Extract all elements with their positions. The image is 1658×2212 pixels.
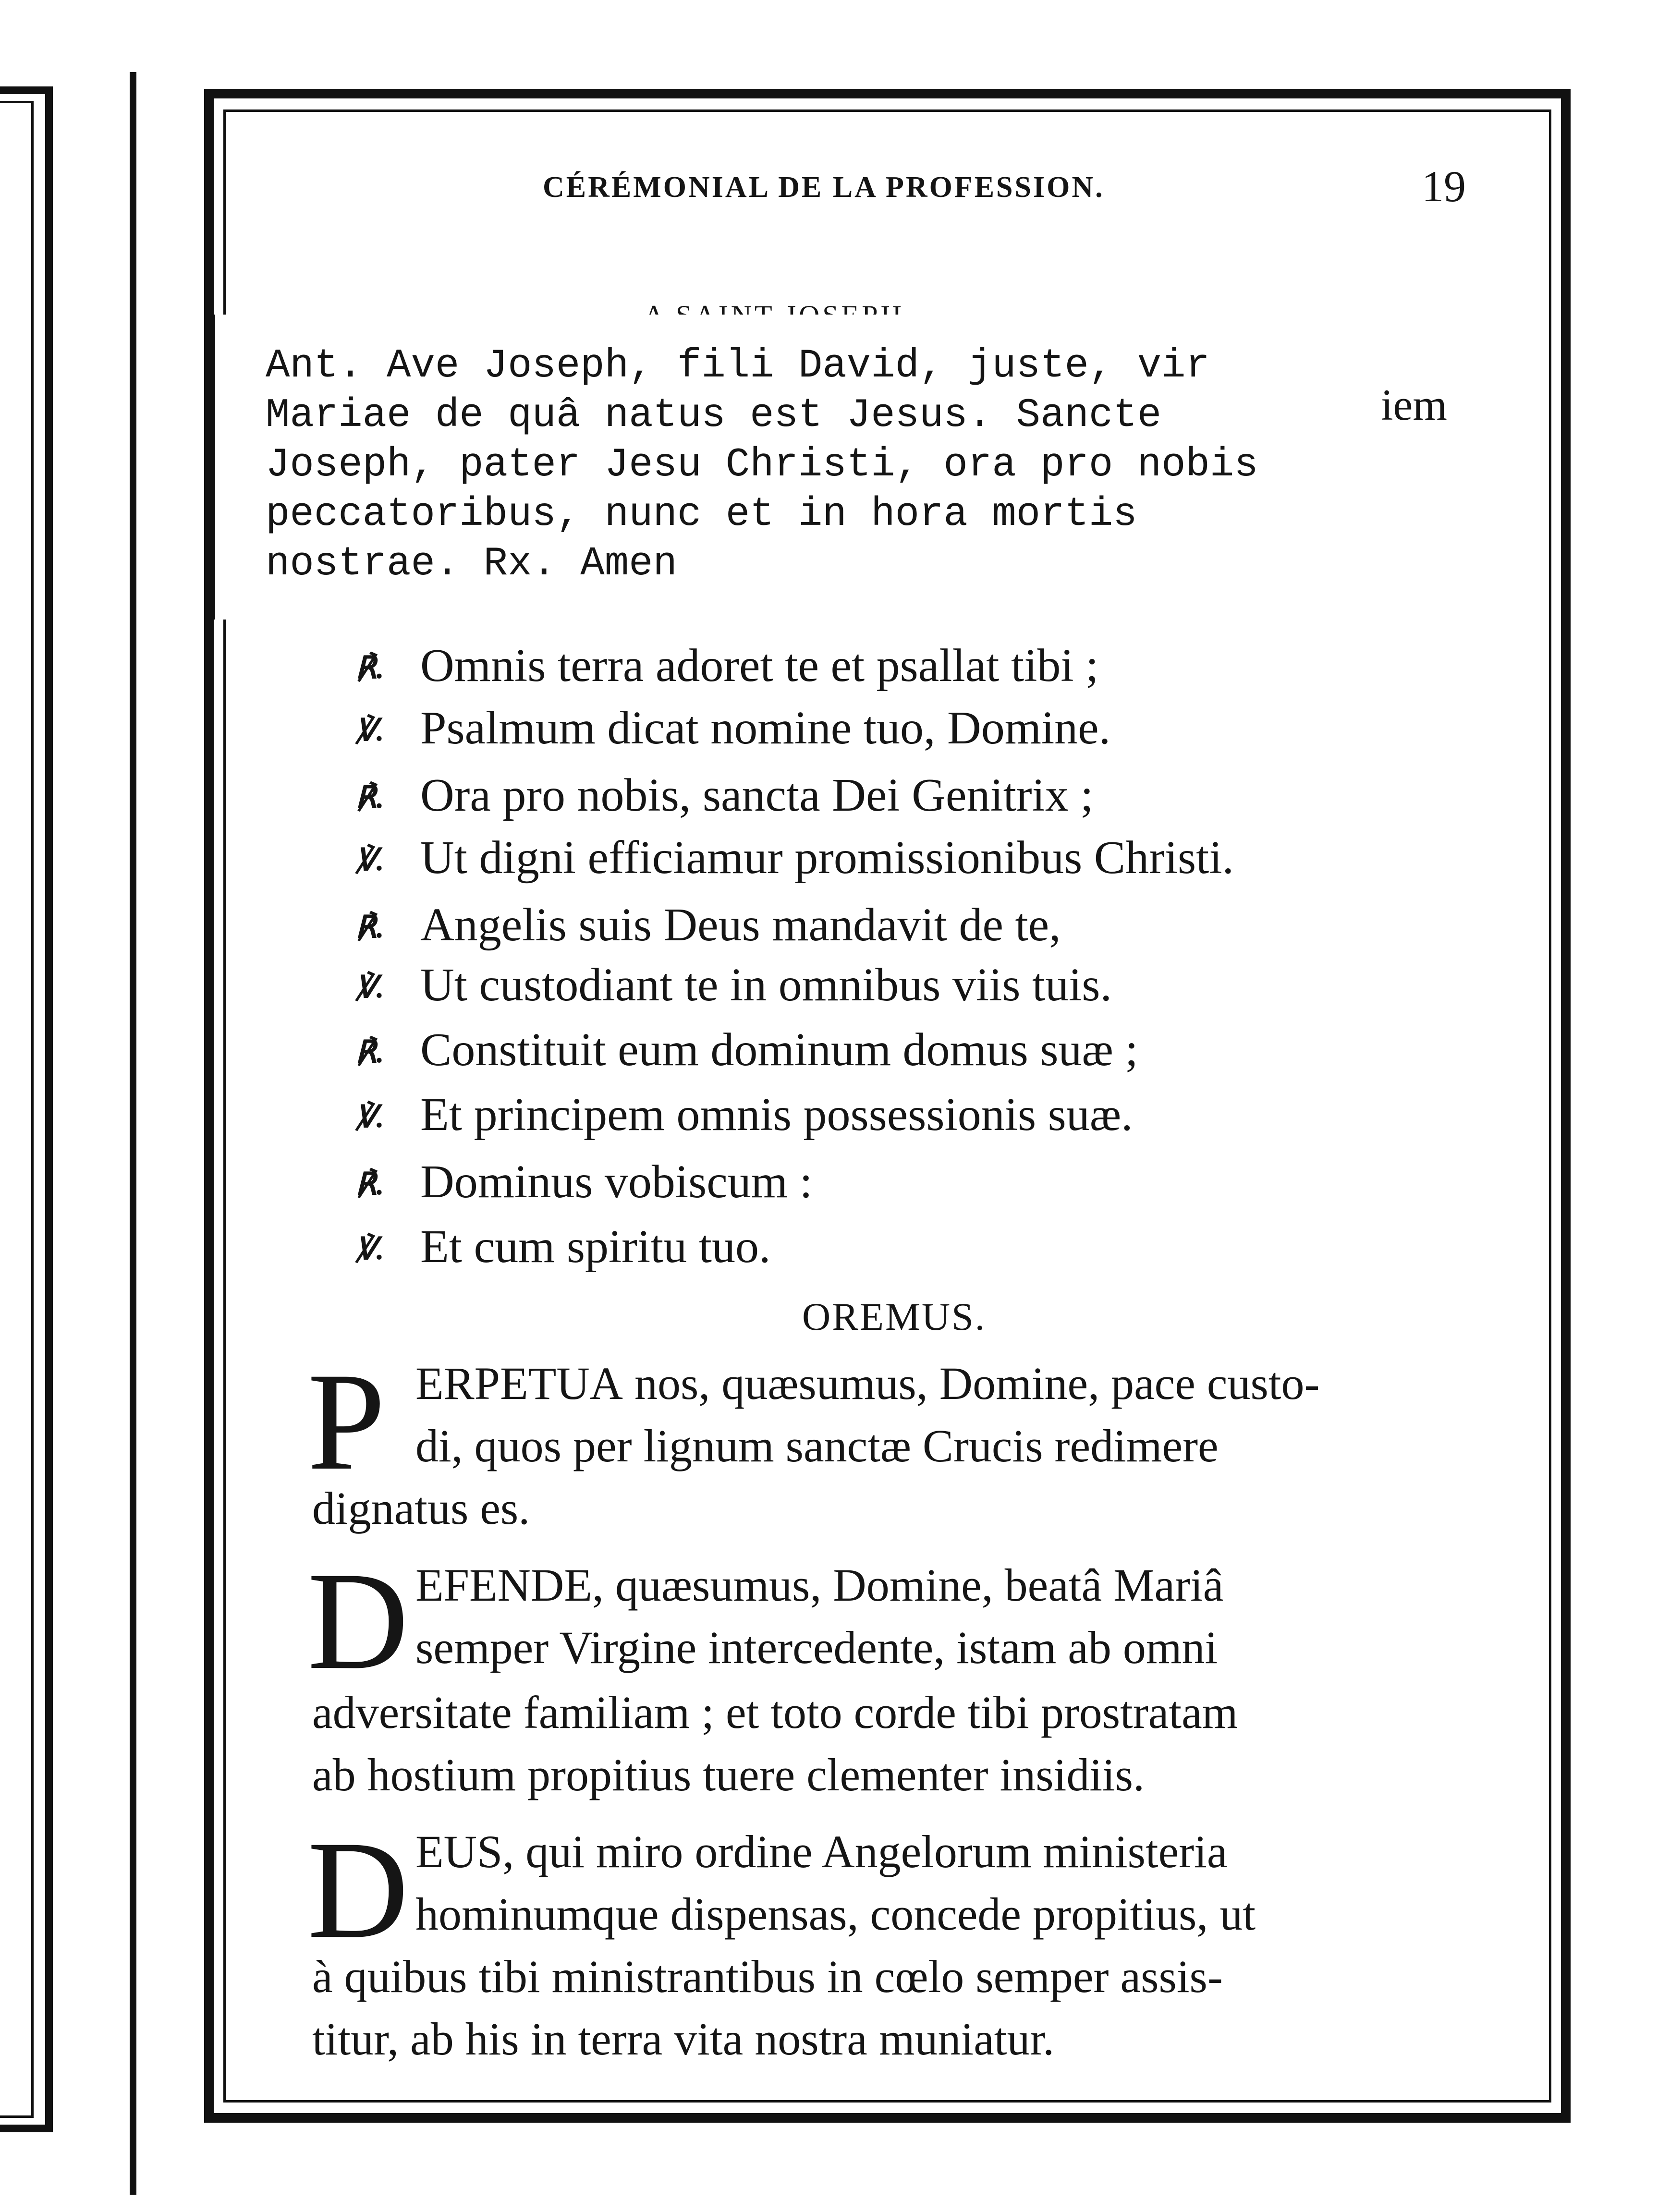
response-symbol: ℟.	[355, 780, 384, 814]
oremus-heading: OREMUS.	[802, 1295, 987, 1338]
prayer-incipit: ERPETUA	[415, 1358, 623, 1409]
prayer-line: qui miro ordine Angelorum ministeria	[514, 1826, 1228, 1877]
versicle-symbol: ℣.	[355, 1100, 384, 1134]
covered-text-fragment: iem	[1381, 380, 1447, 429]
response-symbol: ℟.	[355, 1167, 384, 1201]
response-symbol: ℟.	[355, 910, 384, 944]
versicle-symbol: ℣.	[355, 1232, 384, 1266]
versicle-text: Psalmum dicat nomine tuo, Domine.	[420, 702, 1111, 754]
versicle-symbol: ℣.	[355, 843, 384, 877]
versicle-text: Ut custodiant te in omnibus viis tuis.	[420, 959, 1112, 1011]
running-title: CÉRÉMONIAL DE LA PROFESSION.	[543, 171, 1105, 204]
versicle-symbol: ℣.	[355, 713, 384, 747]
prayer-line: hominumque dispensas, concede propitius, ut	[415, 1888, 1256, 1940]
note-line: nostrae. Rx. Amen	[266, 541, 677, 587]
left-page-fragment	[0, 0, 154, 2212]
drop-cap: D	[307, 1544, 409, 1699]
prayer-line: dignatus es.	[312, 1483, 530, 1534]
prayer-line: à quibus tibi ministrantibus in cœlo semper assis-	[312, 1951, 1223, 2002]
prayer-incipit: EUS,	[415, 1826, 514, 1877]
response-text: Constituit eum dominum domus suæ ;	[420, 1024, 1138, 1076]
prayer-line: di, quos per lignum sanctæ Crucis redimere	[415, 1420, 1219, 1471]
section-heading	[644, 295, 1076, 314]
prayer-line: semper Virgine intercedente, istam ab omni	[415, 1622, 1218, 1673]
left-page-border-inner	[0, 101, 34, 2118]
response-text: Ora pro nobis, sancta Dei Genitrix ;	[420, 769, 1094, 821]
prayer-line: adversitate familiam ; et toto corde tibi prostratam	[312, 1687, 1238, 1738]
response-text: Dominus vobiscum :	[420, 1156, 813, 1208]
drop-cap: D	[307, 1812, 409, 1968]
note-line: Mariae de quâ natus est Jesus. Sancte	[266, 393, 1162, 438]
prayer-line: ab hostium propitius tuere clementer insidiis.	[312, 1749, 1145, 1800]
book-gutter	[130, 72, 136, 2195]
note-line: Joseph, pater Jesu Christi, ora pro nobis	[266, 442, 1258, 488]
prayer-line: nos, quæsumus, Domine, pace custo-	[623, 1358, 1320, 1409]
response-symbol: ℟.	[355, 1035, 384, 1069]
note-line: peccatoribus, nunc et in hora mortis	[266, 492, 1137, 537]
prayer-line: titur, ab his in terra vita nostra muniatur.	[312, 2013, 1055, 2065]
response-symbol: ℟.	[355, 651, 384, 685]
note-line: Ant. Ave Joseph, fili David, juste, vir	[266, 343, 1210, 389]
prayer-incipit: EFENDE,	[415, 1559, 604, 1611]
prayer-line: quæsumus, Domine, beatâ Mariâ	[603, 1559, 1224, 1611]
drop-cap: P	[307, 1344, 386, 1499]
typewritten-antiphon-note	[211, 315, 1359, 620]
versicle-symbol: ℣.	[355, 970, 384, 1004]
response-text: Angelis suis Deus mandavit de te,	[420, 899, 1061, 951]
versicle-text: Et principem omnis possessionis suæ.	[420, 1089, 1133, 1141]
versicle-text: Et cum spiritu tuo.	[420, 1221, 771, 1273]
response-text: Omnis terra adoret te et psallat tibi ;	[420, 640, 1099, 692]
versicle-text: Ut digni efficiamur promissionibus Christi.	[420, 832, 1234, 884]
page-number: 19	[1422, 162, 1466, 211]
